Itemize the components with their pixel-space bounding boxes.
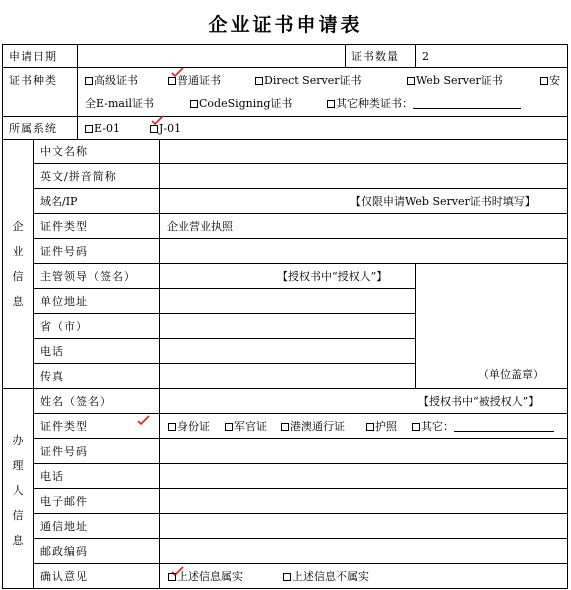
row-divider xyxy=(33,188,568,189)
id-type-option-idcard[interactable]: 身份证 xyxy=(168,420,210,434)
row-divider xyxy=(33,263,568,264)
row-divider xyxy=(2,139,568,140)
col-divider xyxy=(415,44,416,67)
row-divider xyxy=(33,438,568,439)
agent-postcode-field[interactable] xyxy=(165,545,560,559)
checkbox[interactable] xyxy=(281,423,289,431)
form-title: 企业证书申请表 xyxy=(208,14,363,36)
domain-ip-label: 域名/IP xyxy=(40,195,78,208)
cert-type-label: 证书种类 xyxy=(9,74,57,87)
cert-type-option-standard[interactable]: 普通证书 xyxy=(168,74,221,88)
checkbox[interactable] xyxy=(540,77,548,85)
checkbox[interactable] xyxy=(283,573,291,581)
company-en-name-label: 英文/拼音简称 xyxy=(40,170,117,183)
agent-phone-field[interactable] xyxy=(165,470,560,484)
id-type-option-other[interactable]: 其它： xyxy=(412,420,554,434)
quantity-field[interactable]: 2 xyxy=(422,50,429,63)
agent-email-field[interactable] xyxy=(165,495,560,509)
domain-ip-hint: 【仅限申请Web Server证书时填写】 xyxy=(350,195,536,208)
province-label: 省（市） xyxy=(40,320,88,333)
row-divider xyxy=(33,163,568,164)
checkbox[interactable] xyxy=(327,100,335,108)
company-id-type-value: 企业营业执照 xyxy=(167,220,233,233)
checkbox[interactable] xyxy=(168,77,176,85)
row-divider xyxy=(33,288,415,289)
agent-name-label: 姓名（签名） xyxy=(40,395,112,408)
row-divider xyxy=(33,413,568,414)
check-mark-icon xyxy=(151,114,165,126)
id-type-option-hk-macau[interactable]: 港澳通行证 xyxy=(281,420,345,434)
company-name-label: 中文名称 xyxy=(40,145,88,158)
cert-type-option-email[interactable]: 安 xyxy=(540,74,560,88)
checkbox[interactable] xyxy=(85,77,93,85)
company-address-label: 单位地址 xyxy=(40,295,88,308)
fax-label: 传真 xyxy=(40,370,64,383)
agent-id-type-label: 证件类型 xyxy=(40,420,88,433)
quantity-label: 证书数量 xyxy=(351,50,399,63)
id-type-option-passport[interactable]: 护照 xyxy=(366,420,397,434)
table-bottom-border xyxy=(2,588,568,589)
company-name-field[interactable] xyxy=(165,145,560,159)
supervisor-label: 主管领导（签名） xyxy=(40,270,136,283)
system-option-e01[interactable]: E-01 xyxy=(85,122,120,136)
row-divider xyxy=(33,213,568,214)
row-divider xyxy=(33,313,415,314)
company-en-name-field[interactable] xyxy=(165,170,560,184)
cert-type-option-email-cont: 全E-mail证书 xyxy=(85,97,154,110)
seal-box-left xyxy=(415,263,416,388)
checkbox[interactable] xyxy=(407,77,415,85)
agent-email-label: 电子邮件 xyxy=(40,495,88,508)
row-divider xyxy=(33,488,568,489)
other-blank-field[interactable] xyxy=(413,98,521,109)
col-divider xyxy=(77,44,78,139)
check-mark-icon xyxy=(171,66,185,78)
checkbox[interactable] xyxy=(255,77,263,85)
row-divider xyxy=(33,513,568,514)
system-option-j01[interactable]: J-01 xyxy=(150,122,181,136)
system-label: 所属系统 xyxy=(9,122,57,135)
col-divider xyxy=(345,44,346,67)
province-field[interactable] xyxy=(165,320,410,334)
confirm-option-false[interactable]: 上述信息不属实 xyxy=(283,570,369,584)
section-divider xyxy=(2,388,568,389)
company-id-number-label: 证件号码 xyxy=(40,245,88,258)
agent-name-hint: 【授权书中“被授权人”】 xyxy=(418,395,540,408)
confirm-option-true[interactable]: 上述信息属实 xyxy=(168,570,243,584)
table-top-border xyxy=(2,44,568,45)
agent-address-field[interactable] xyxy=(165,520,560,534)
cert-type-option-other[interactable]: 其它种类证书： xyxy=(327,97,521,111)
cert-type-option-direct-server[interactable]: Direct Server证书 xyxy=(255,74,361,88)
company-id-type-label: 证件类型 xyxy=(40,220,88,233)
checkbox[interactable] xyxy=(168,423,176,431)
company-phone-label: 电话 xyxy=(40,345,64,358)
row-divider xyxy=(2,67,568,68)
agent-phone-label: 电话 xyxy=(40,470,64,483)
checkbox[interactable] xyxy=(85,125,93,133)
supervisor-hint: 【授权书中“授权人”】 xyxy=(277,270,388,283)
row-divider xyxy=(33,563,568,564)
fax-field[interactable] xyxy=(165,370,410,384)
table-left-border xyxy=(2,44,3,589)
checkbox[interactable] xyxy=(168,573,176,581)
row-divider xyxy=(33,463,568,464)
checkbox[interactable] xyxy=(190,100,198,108)
id-type-option-officer[interactable]: 军官证 xyxy=(225,420,267,434)
company-address-field[interactable] xyxy=(165,295,410,309)
agent-address-label: 通信地址 xyxy=(40,520,88,533)
company-phone-field[interactable] xyxy=(165,345,410,359)
checkbox[interactable] xyxy=(225,423,233,431)
table-right-border xyxy=(567,44,568,589)
check-mark-icon xyxy=(137,414,151,426)
col-divider xyxy=(159,139,160,589)
row-divider xyxy=(33,238,568,239)
checkbox[interactable] xyxy=(366,423,374,431)
agent-id-number-field[interactable] xyxy=(165,445,560,459)
other-id-blank-field[interactable] xyxy=(454,421,554,432)
cert-type-option-web-server[interactable]: Web Server证书 xyxy=(407,74,503,88)
agent-id-number-label: 证件号码 xyxy=(40,445,88,458)
row-divider xyxy=(33,363,415,364)
row-divider xyxy=(33,338,415,339)
seal-label: （单位盖章） xyxy=(478,368,544,381)
col-divider xyxy=(33,139,34,589)
cert-type-option-advanced[interactable]: 高级证书 xyxy=(85,74,138,88)
row-divider xyxy=(33,538,568,539)
apply-date-label: 申请日期 xyxy=(9,50,57,63)
apply-date-field[interactable] xyxy=(82,50,340,64)
company-id-number-field[interactable] xyxy=(165,245,560,259)
confirm-label: 确认意见 xyxy=(40,570,88,583)
cert-type-option-codesigning[interactable]: CodeSigning证书 xyxy=(190,97,292,111)
checkbox[interactable] xyxy=(412,423,420,431)
checkbox[interactable] xyxy=(150,125,158,133)
agent-postcode-label: 邮政编码 xyxy=(40,545,88,558)
row-divider xyxy=(2,116,568,117)
